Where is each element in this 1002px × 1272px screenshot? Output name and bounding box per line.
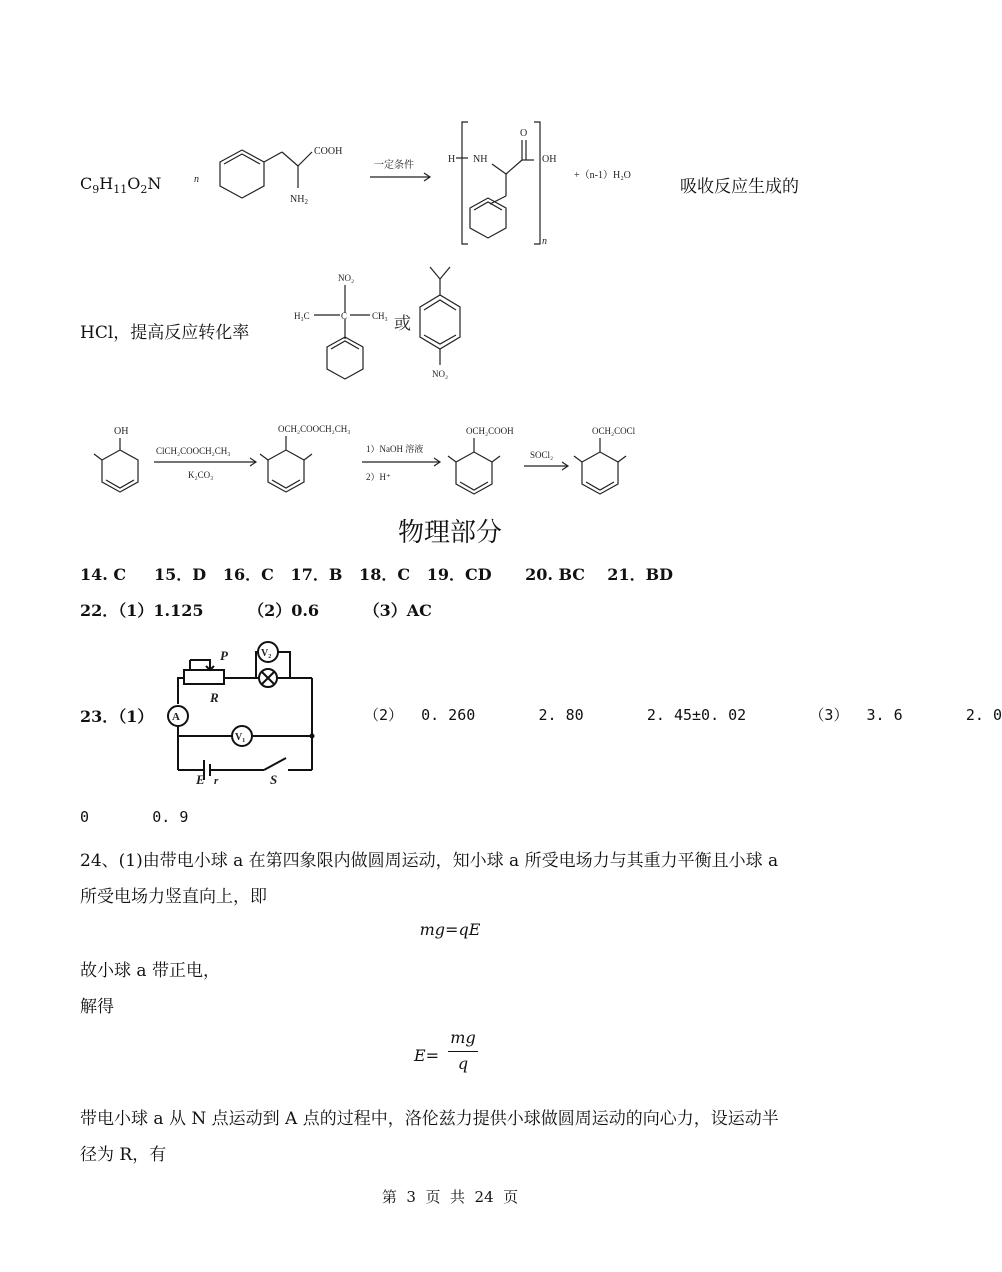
product-2-label: OCH₂COOH bbox=[466, 426, 514, 436]
reagent-2-top: 1）NaOH 溶液 bbox=[366, 444, 424, 454]
q24-line-3: 故小球 a 带正电， bbox=[80, 961, 220, 981]
product-2-ring bbox=[456, 452, 492, 494]
phenol-ring bbox=[102, 450, 138, 492]
no2-top-label: NO₂ bbox=[338, 273, 355, 283]
no2-bottom-label: NO₂ bbox=[432, 369, 449, 379]
ammeter-label: A bbox=[172, 711, 180, 723]
reagent-1-bottom: K₂CO₃ bbox=[188, 470, 214, 480]
q23-continued: 0 0. 9 bbox=[80, 808, 189, 826]
slider-p-label: P bbox=[220, 648, 228, 663]
hcl-text: HCl，提高反应转化率 bbox=[80, 323, 250, 343]
product-3-label: OCH₂COCl bbox=[592, 426, 636, 436]
ch3-label: CH₃ bbox=[372, 311, 388, 321]
reagent-3: SOCl₂ bbox=[530, 450, 554, 460]
polymerization-reaction-diagram bbox=[190, 128, 660, 250]
oh-label: OH bbox=[114, 426, 129, 437]
equation-2-left: E= bbox=[414, 1046, 440, 1065]
q22-answers: 22．（1）1.125 （2）0.6 （3）AC bbox=[80, 601, 432, 620]
page-footer: 第 3 页 共 24 页 bbox=[381, 1188, 519, 1206]
absorb-text: 吸收反应生成的 bbox=[680, 177, 799, 197]
product-1-label: OCH₂COOCH₂CH₃ bbox=[278, 424, 351, 434]
fraction-bar bbox=[448, 1051, 478, 1052]
resistor-r-label: R bbox=[210, 690, 219, 705]
reaction-condition: 一定条件 bbox=[374, 160, 414, 171]
product-3-ring bbox=[582, 452, 618, 494]
nh2-label: $NH_2$ bbox=[290, 194, 308, 206]
polymer-nh: NH bbox=[473, 154, 488, 165]
product-1-ring bbox=[268, 450, 304, 492]
q23-label: 23．（1） bbox=[80, 707, 154, 726]
benzene-ring-2 bbox=[420, 295, 460, 349]
polymer-oh: OH bbox=[542, 154, 557, 165]
equation-2-numerator: mg bbox=[450, 1028, 476, 1047]
emf-label: E bbox=[196, 772, 205, 787]
internal-resistance-label: r bbox=[214, 775, 219, 787]
q24-line-1: 24、(1)由带电小球 a 在第四象限内做圆周运动，知小球 a 所受电场力与其重力平衡且小球 a bbox=[80, 851, 779, 871]
choice-answers: 14. C 15．D 16．C 17．B 18．C 19．CD 20. BC 21．BD bbox=[80, 565, 673, 584]
monomer-coefficient: n bbox=[194, 174, 199, 185]
center-carbon: C bbox=[341, 311, 348, 321]
q24-line-5: 带电小球 a 从 N 点运动到 A 点的过程中，洛伦兹力提供小球做圆周运动的向心力，设运动半 bbox=[80, 1109, 779, 1129]
q24-line-2: 所受电场力竖直向上，即 bbox=[80, 887, 267, 907]
polymer-o: O bbox=[520, 128, 528, 139]
polymer-n: n bbox=[542, 236, 547, 247]
rheostat bbox=[184, 670, 224, 684]
polymer-h: H bbox=[448, 154, 456, 165]
q24-line-6: 径为 R，有 bbox=[80, 1145, 167, 1165]
v1-label: V₁ bbox=[235, 732, 246, 743]
synthesis-route bbox=[90, 418, 670, 498]
benzene-ring bbox=[220, 150, 264, 198]
isomer-structures bbox=[290, 265, 490, 385]
reagent-1-top: ClCH₂COOCH₂CH₃ bbox=[156, 446, 231, 456]
reagent-2-bottom: 2）H⁺ bbox=[366, 472, 391, 482]
switch bbox=[264, 758, 286, 770]
polymer-left-bracket bbox=[462, 122, 468, 244]
water-byproduct: +（n-1）H₂O bbox=[574, 170, 631, 181]
h3c-label: H₃C bbox=[294, 311, 310, 321]
equation-2-denominator: q bbox=[457, 1054, 469, 1073]
circuit-diagram bbox=[160, 636, 330, 786]
cooh-label: COOH bbox=[314, 146, 343, 157]
q24-line-4: 解得 bbox=[80, 997, 114, 1017]
physics-heading: 物理部分 bbox=[397, 518, 502, 548]
polymer-right-bracket bbox=[534, 122, 540, 244]
v2-label: V₂ bbox=[261, 648, 272, 659]
formula: $C_9H_{11}O_2N$ bbox=[80, 174, 162, 197]
equation-1: mg=qE bbox=[419, 920, 481, 939]
switch-label: S bbox=[270, 772, 278, 787]
benzene-ring-1 bbox=[327, 337, 363, 379]
or-text: 或 bbox=[394, 314, 411, 334]
q23-answers: （2） 0. 260 2. 80 2. 45±0. 02 （3） 3. 6 2. 0 bbox=[364, 706, 1002, 724]
